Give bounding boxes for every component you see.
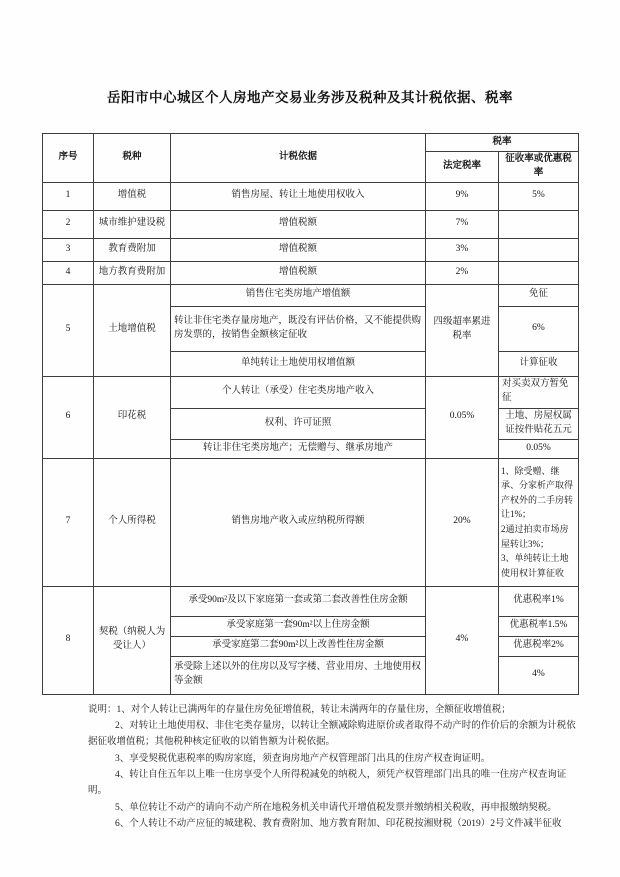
cell-deed-basis-1: 承受90m²及以下家庭第一套或第二套改善性住房金额 — [171, 586, 426, 616]
notes-label: 说明： — [88, 704, 117, 715]
cell-edu-tax: 教育费附加 — [94, 238, 171, 261]
cell-ledu-no: 4 — [43, 261, 94, 284]
cell-pit-tax: 个人所得税 — [94, 458, 171, 586]
cell-edu-no: 3 — [43, 238, 94, 261]
cell-landvat-tax: 土地增值税 — [94, 284, 171, 376]
note-item-3: 3、享受契税优惠税率的购房家庭，须查询房地产产权管理部门出具的住房产权查询证明。 — [115, 753, 491, 764]
header-tax-basis: 计税依据 — [171, 134, 426, 183]
row-vat — [43, 182, 579, 210]
cell-vat-tax: 增值税 — [94, 182, 171, 210]
row-stamp-duty-1 — [43, 376, 579, 408]
cell-pit-no: 7 — [43, 458, 94, 586]
cell-umc-levy — [499, 210, 579, 238]
cell-edu-statutory: 3% — [426, 238, 499, 261]
row-urban-maintenance — [43, 210, 579, 238]
cell-stamp-levy-3: 0.05% — [499, 439, 579, 458]
cell-vat-statutory: 9% — [426, 182, 499, 210]
cell-deed-levy-1: 优惠税率1% — [499, 586, 579, 616]
cell-edu-basis: 增值税额 — [171, 238, 426, 261]
cell-stamp-basis-2: 权利、许可证照 — [171, 408, 426, 439]
cell-landvat-basis-2: 转让非住宅类存量房地产，既没有评估价格，又不能提供购房发票的，按销售金额核定征收 — [171, 306, 426, 351]
cell-pit-statutory: 20% — [426, 458, 499, 586]
page-title: 岳阳市中心城区个人房地产交易业务涉及税种及其计税依据、税率 — [107, 90, 513, 105]
cell-deed-no: 8 — [43, 586, 94, 694]
cell-landvat-levy-2: 6% — [499, 306, 579, 351]
cell-edu-levy — [499, 238, 579, 261]
cell-stamp-basis-1: 个人转让（承受）住宅类房地产收入 — [171, 376, 426, 408]
note-text-1: 1、对个人转让已满两年的存量住房免征增值税，转让未满两年的存量住房，全额征收增值税； — [116, 704, 511, 715]
header-rate-group: 税率 — [426, 134, 579, 152]
header-row-1 — [43, 134, 579, 152]
cell-vat-no: 1 — [43, 182, 94, 210]
note-item-6: 6、个人转让不动产应征的城建税、教育费附加、地方教育附加、印花税按湘财税（2019）2号文件减半征收 — [115, 818, 562, 829]
cell-ledu-tax: 地方教育费附加 — [94, 261, 171, 284]
tax-table — [42, 133, 579, 695]
cell-ledu-levy — [499, 261, 579, 284]
header-seq: 序号 — [43, 134, 94, 183]
cell-umc-basis: 增值税额 — [171, 210, 426, 238]
cell-stamp-no: 6 — [43, 376, 94, 458]
row-deed-tax-1 — [43, 586, 579, 616]
cell-deed-levy-2: 优惠税率1.5% — [499, 616, 579, 636]
cell-stamp-tax: 印花税 — [94, 376, 171, 458]
cell-deed-basis-3: 承受家庭第二套90m²以上改善性住房金额 — [171, 636, 426, 656]
cell-stamp-levy-1: 对买卖双方暂免征 — [499, 376, 579, 408]
cell-vat-levy: 5% — [499, 182, 579, 210]
cell-deed-levy-4: 4% — [499, 656, 579, 694]
cell-umc-statutory: 7% — [426, 210, 499, 238]
pit-levy-item-2: 2通过拍卖市场房屋转让3%； — [501, 524, 569, 549]
header-statutory-rate: 法定税率 — [426, 152, 499, 183]
cell-landvat-no: 5 — [43, 284, 94, 376]
note-item-2: 2、对转让土地使用权、非住宅类存量房，以转让全额减除购进原价或者取得不动产时的作价后的余额为计税依据征收增值税；其他税种核定征收的以销售额为计税依据。 — [88, 720, 576, 748]
cell-deed-basis-2: 承受家庭第一套90m²以上住房金额 — [171, 616, 426, 636]
cell-vat-basis: 销售房屋、转让土地使用权收入 — [171, 182, 426, 210]
note-item-4: 4、转让自住五年以上唯一住房享受个人所得税减免的纳税人，须凭产权管理部门出具的唯一住房产权查询证明。 — [88, 769, 567, 797]
cell-pit-basis: 销售房地产收入或应纳税所得额 — [171, 458, 426, 586]
pit-levy-item-1: 1、除受赠、继承、分家析产取得产权外的二手房转让1%； — [501, 465, 574, 520]
note-item-5: 5、单位转让不动产的请向不动产所在地税务机关申请代开增值税发票并缴纳相关税收，再申报缴纳契税。 — [115, 802, 557, 813]
pit-levy-item-3: 3、单纯转让土地使用权计算征收 — [501, 553, 569, 578]
notes-section — [88, 702, 580, 833]
cell-stamp-statutory: 0.05% — [426, 376, 499, 458]
cell-ledu-basis: 增值税额 — [171, 261, 426, 284]
cell-umc-tax: 城市维护建设税 — [94, 210, 171, 238]
row-local-education-surcharge — [43, 261, 579, 284]
cell-deed-tax: 契税（纳税人为受让人） — [94, 586, 171, 694]
cell-stamp-levy-2: 土地、房屋权属证按件贴花五元 — [499, 408, 579, 439]
cell-landvat-levy-3: 计算征收 — [499, 351, 579, 376]
row-personal-income-tax — [43, 458, 579, 586]
cell-stamp-basis-3: 转让非住宅类房地产；无偿赠与、继承房地产 — [171, 439, 426, 458]
row-land-vat-1 — [43, 284, 579, 306]
cell-pit-levy — [499, 458, 579, 586]
cell-landvat-levy-1: 免征 — [499, 284, 579, 306]
cell-ledu-statutory: 2% — [426, 261, 499, 284]
header-tax-type: 税种 — [94, 134, 171, 183]
cell-umc-no: 2 — [43, 210, 94, 238]
note-item-1 — [88, 702, 580, 718]
cell-deed-statutory: 4% — [426, 586, 499, 694]
header-levy-rate: 征收率或优惠税率 — [499, 152, 579, 183]
cell-landvat-basis-1: 销售住宅类房地产增值额 — [171, 284, 426, 306]
cell-deed-basis-4: 承受除上述以外的住房以及写字楼、营业用房、土地使用权等金额 — [171, 656, 426, 694]
cell-deed-levy-3: 优惠税率2% — [499, 636, 579, 656]
row-education-surcharge — [43, 238, 579, 261]
cell-landvat-basis-3: 单纯转让土地使用权增值额 — [171, 351, 426, 376]
cell-landvat-statutory: 四级超率累进税率 — [426, 284, 499, 376]
